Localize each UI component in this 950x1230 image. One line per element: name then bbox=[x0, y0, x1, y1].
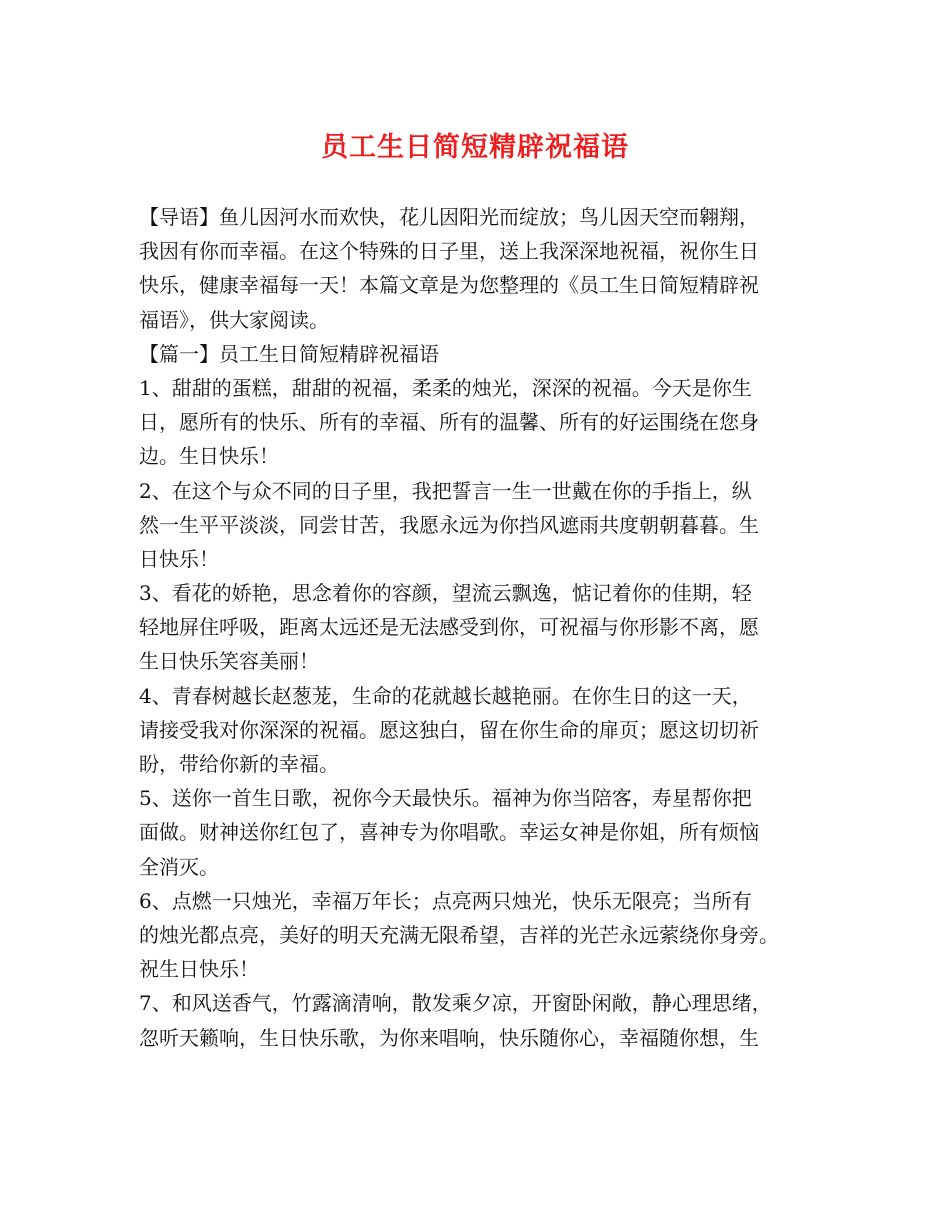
body-line: 我因有你而幸福。在这个特殊的日子里，送上我深深地祝福，祝你生日 bbox=[139, 239, 759, 264]
body-line: 日快乐！ bbox=[139, 546, 219, 571]
body-line: 的烛光都点亮，美好的明天充满无限希望，吉祥的光芒永远萦绕你身旁。 bbox=[139, 922, 779, 947]
body-line: 【导语】鱼儿因河水而欢快，花儿因阳光而绽放；鸟儿因天空而翱翔， bbox=[139, 205, 759, 229]
body-line: 快乐，健康幸福每一天！本篇文章是为您整理的《员工生日简短精辟祝 bbox=[139, 273, 759, 298]
body-line: 6、点燃一只烛光，幸福万年长；点亮两只烛光，快乐无限亮；当所有 bbox=[139, 888, 752, 913]
section-heading: 【篇一】员工生日简短精辟祝福语 bbox=[139, 341, 439, 366]
body-line: 3、看花的娇艳，思念着你的容颜，望流云飘逸，惦记着你的佳期，轻 bbox=[139, 581, 752, 606]
body-line: 日，愿所有的快乐、所有的幸福、所有的温馨、所有的好运围绕在您身 bbox=[139, 410, 759, 435]
document-body bbox=[139, 200, 839, 1055]
body-line: 边。生日快乐！ bbox=[139, 444, 279, 469]
body-line: 生日快乐笑容美丽！ bbox=[139, 649, 319, 674]
body-line: 2、在这个与众不同的日子里，我把誓言一生一世戴在你的手指上，纵 bbox=[139, 478, 752, 503]
body-line: 盼，带给你新的幸福。 bbox=[139, 752, 339, 776]
body-line: 忽听天籁响，生日快乐歌，为你来唱响，快乐随你心，幸福随你想，生 bbox=[139, 1025, 759, 1050]
body-line: 祝生日快乐！ bbox=[139, 957, 259, 982]
body-line: 5、送你一首生日歌，祝你今天最快乐。福神为你当陪客，寿星帮你把 bbox=[139, 786, 752, 811]
body-line: 然一生平平淡淡，同尝甘苦，我愿永远为你挡风遮雨共度朝朝暮暮。生 bbox=[139, 512, 759, 537]
body-line: 福语》，供大家阅读。 bbox=[139, 307, 329, 332]
document-title: 员工生日简短精辟祝福语 bbox=[321, 132, 629, 163]
body-line: 请接受我对你深深的祝福。愿这独白，留在你生命的扉页；愿这切切祈 bbox=[139, 717, 759, 742]
body-line: 全消灭。 bbox=[139, 854, 219, 879]
body-line: 轻地屏住呼吸，距离太远还是无法感受到你，可祝福与你形影不离，愿 bbox=[139, 615, 759, 640]
body-line: 1、甜甜的蛋糕，甜甜的祝福，柔柔的烛光，深深的祝福。今天是你生 bbox=[139, 375, 752, 400]
body-line: 面做。财神送你红包了，喜神专为你唱歌。幸运女神是你姐，所有烦恼 bbox=[139, 820, 759, 845]
body-line: 7、和风送香气，竹露滴清响，散发乘夕凉，开窗卧闲敞，静心理思绪， bbox=[139, 991, 772, 1016]
body-line: 4、青春树越长赵葱茏，生命的花就越长越艳丽。在你生日的这一天， bbox=[139, 683, 752, 708]
